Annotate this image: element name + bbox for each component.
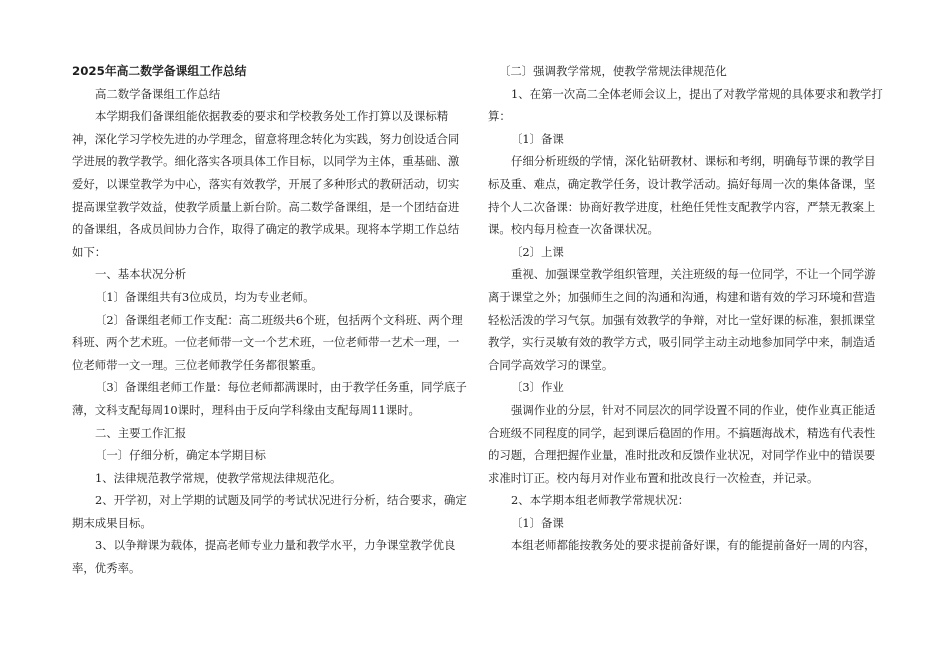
paragraph: 1、在第一次高二全体老师会议上，提出了对教学常规的具体要求和教学打算：: [488, 86, 883, 124]
paragraph: 3、以争辩课为载体，提高老师专业力量和教学水平，力争课堂教学优良率，优秀率。: [72, 538, 456, 576]
paragraph: 本学期我们备课组能依据教委的要求和学校教务处工作打算以及课标精神，深化学习学校先进的办学理念，留意将理念转化为实践，努力创设适合同学进展的教学教学。细化落实各项具体工作目标，以同学为主体，重基础、激爱好，以课堂教学为中心，落实有效教学，开展了多种形式的教研活动，切实提高课堂教学效益，使教学质量上新台阶。高二数学备课组，是一个团结奋进的备课组，各成员间协力合作，取得了确定的教学成果。现将本学期工作总结如下：: [72, 109, 460, 259]
paragraph: 本组老师都能按教务处的要求提前备好课，有的能提前备好一周的内容，: [511, 538, 876, 553]
subsection-heading: 〔二〕强调教学常规，使教学常规法律规范化: [499, 64, 727, 78]
item-heading: 〔3〕作业: [511, 380, 564, 395]
paragraph: 〔1〕备课组共有3位成员，均为专业老师。: [95, 289, 315, 304]
paragraph: 2、本学期本组老师教学常规状况：: [511, 493, 690, 508]
item-heading: 〔1〕备课: [511, 515, 564, 530]
paragraph: 2、开学初，对上学期的试题及同学的考试状况进行分析，结合要求，确定期末成果目标。: [72, 493, 467, 530]
document-subtitle: 高二数学备课组工作总结: [95, 86, 221, 101]
paragraph: 〔3〕备课组老师工作量：每位老师都满课时，由于教学任务重，同学底子薄，文科支配每周10课时，理科由于反向学科缘由支配每周11课时。: [72, 380, 467, 417]
item-heading: 〔1〕备课: [511, 131, 564, 146]
right-column: [488, 60, 883, 557]
item-heading: 〔2〕上课: [511, 244, 564, 259]
section-heading: 一、基本状况分析: [95, 267, 187, 282]
paragraph: 强调作业的分层，针对不同层次的同学设置不同的作业，使作业真正能适合班级不同程度的同学，起到课后稳固的作用。不搞题海战术，精选有代表性的习题，合理把握作业量，准时批改和反馈作业状况，对同学作业中的错误要求准时订正。校内每月对作业布置和批改良行一次检查，并记录。: [488, 402, 876, 485]
paragraph: 重视、加强课堂教学组织管理，关注班级的每一位同学，不让一个同学游离于课堂之外；加强师生之间的沟通和沟通，构建和谐有效的学习环境和营造轻松活泼的学习气氛。加强有效教学的争辩，对比一堂好课的标准，狠抓课堂教学，实行灵敏有效的教学方式，吸引同学主动主动地参加同学中来，制造适合同学高效学习的课堂。: [488, 267, 876, 372]
subsection-heading: 〔一〕仔细分析，确定本学期目标: [95, 448, 266, 463]
paragraph: 1、法律规范教学常规，使教学常规法律规范化。: [95, 470, 342, 485]
section-heading: 二、主要工作汇报: [95, 425, 187, 440]
paragraph: 〔2〕备课组老师工作支配：高二班级共6个班，包括两个文科班、两个理科班、两个艺术班。一位老师带一文一个艺术班，一位老师带一艺术一理，一位老师带一文一理。三位老师教学任务都很繁重。: [72, 312, 463, 372]
left-column: [72, 60, 467, 580]
paragraph: 仔细分析班级的学情，深化钻研教材、课标和考纲，明确每节课的教学目标及重、难点，确定教学任务，设计教学活动。搞好每周一次的集体备课，坚持个人二次备课：协商好教学进度，杜绝任凭性支配教学内容，严禁无教案上课。校内每月检查一次备课状况。: [488, 154, 876, 237]
document-title: 2025年高二数学备课组工作总结: [72, 64, 247, 78]
